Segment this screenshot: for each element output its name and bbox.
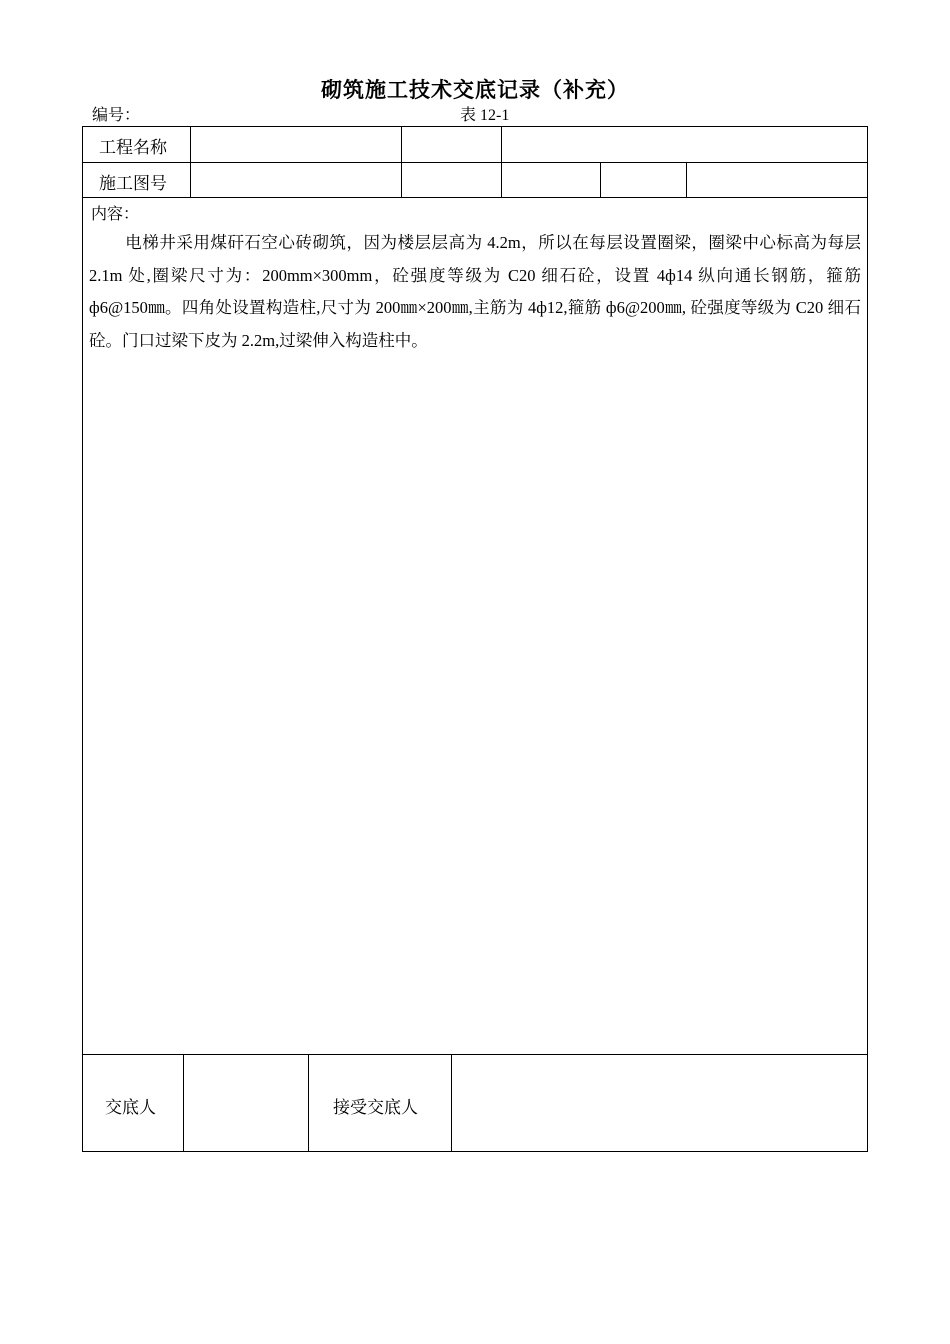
- column-divider: [183, 1054, 184, 1152]
- column-divider: [451, 1054, 452, 1152]
- drawing-number-label: 施工图号: [99, 174, 167, 194]
- row-divider: [83, 162, 867, 163]
- discloser-label: 交底人: [105, 1098, 156, 1118]
- row-divider: [83, 197, 867, 198]
- column-divider: [401, 127, 402, 197]
- content-paragraph: 电梯井采用煤矸石空心砖砌筑，因为楼层层高为 4.2m，所以在每层设置圈梁，圈梁中心标高为每层 2.1m 处,圈梁尺寸为：200mm×300mm，砼强度等级为 C20 细石砼，设置 4ф14 纵向通长钢筋，箍筋 ф6@150㎜。四角处设置构造柱,尺寸为 200㎜×200㎜,主筋为 4ф12,箍筋 ф6@200㎜, 砼强度等级为 C20 细石砼。门口过梁下皮为 2.2m,过梁伸入构造柱中。: [89, 233, 861, 351]
- column-divider: [190, 127, 191, 197]
- doc-number-label: 编号：: [92, 105, 141, 124]
- table-number: 表 12-1: [460, 107, 510, 124]
- column-divider: [600, 162, 601, 197]
- row-divider: [83, 1054, 867, 1055]
- content-label: 内容：: [91, 204, 140, 223]
- column-divider: [308, 1054, 309, 1152]
- document-title: 砌筑施工技术交底记录（补充）: [321, 77, 629, 102]
- content-body: [89, 227, 861, 358]
- record-table: [82, 126, 868, 1152]
- column-divider: [686, 162, 687, 197]
- column-divider: [501, 127, 502, 197]
- project-name-label: 工程名称: [99, 138, 167, 158]
- receiver-label: 接受交底人: [333, 1098, 418, 1118]
